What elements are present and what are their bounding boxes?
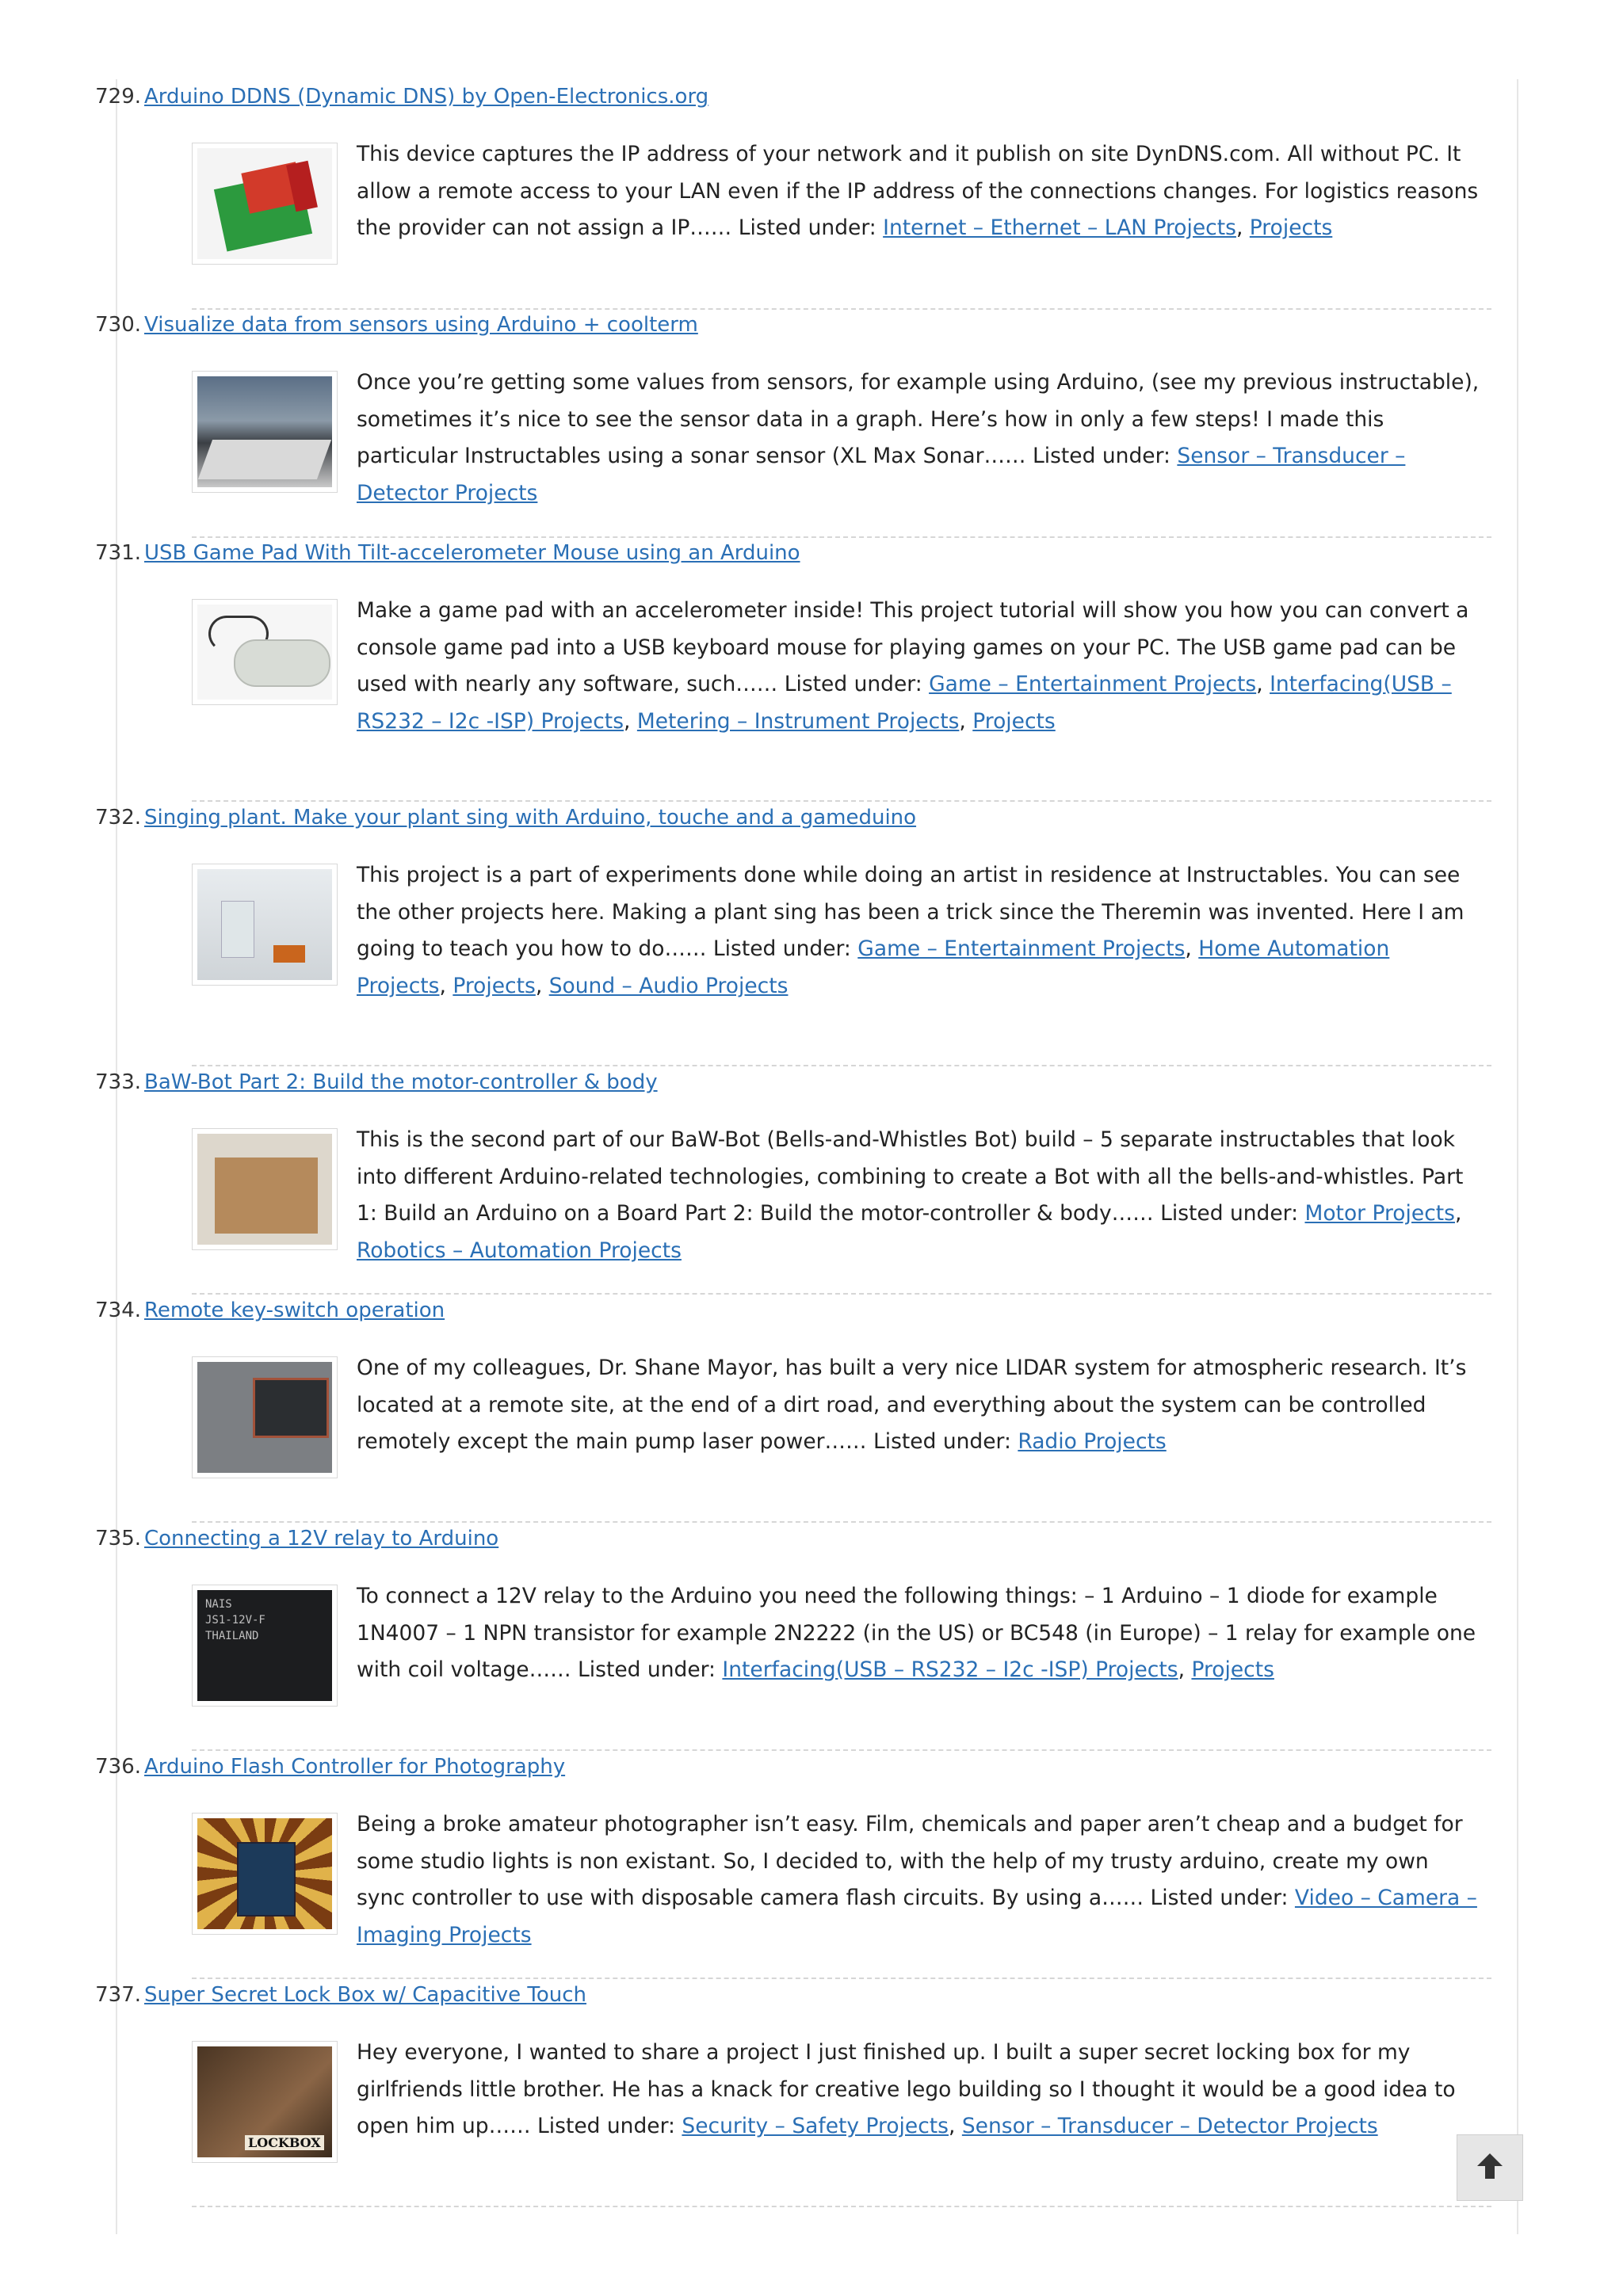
entry-description: One of my colleagues, Dr. Shane Mayor, has built a very nice LIDAR system for atmospheric research. It’s located at a remote site, at the end of a dirt road, and everything about the system can be controlled remotely except the main pump laser power…… Listed under: Radio Projects	[357, 1356, 1467, 1454]
entry-description: Make a game pad with an accelerometer inside! This project tutorial will show you how you can convert a console game pad into a USB keyboard mouse for playing games on your PC. The USB game pad can be used with nearly any software, such…… Listed under: Game – Entertainment Projects, Interfacing(USB – RS232 – I2c -ISP) Projects, Metering – Instrument Projects, Projects	[357, 598, 1469, 734]
category-link[interactable]: Motor Projects	[1304, 1201, 1455, 1226]
entry-number: 732.	[95, 806, 141, 830]
category-link[interactable]: Projects	[1249, 215, 1333, 240]
divider	[192, 2206, 1491, 2207]
divider	[192, 1749, 1491, 1751]
entry-title	[95, 1753, 566, 1781]
entry-description: Hey everyone, I wanted to share a project I just finished up. I built a super secret locking box for my girlfriends little brother. He has a knack for creative lego building so I thought it would be a good idea to open him up…… Listed under: Security – Safety Projects, Sensor – Transducer – Detector Projects	[357, 2040, 1456, 2138]
divider	[192, 1065, 1491, 1066]
entry-thumbnail[interactable]	[192, 143, 338, 265]
entry-thumbnail[interactable]	[192, 864, 338, 986]
category-link[interactable]: Internet – Ethernet – LAN Projects	[883, 215, 1236, 240]
category-link[interactable]: Projects	[972, 708, 1056, 734]
equipment-rack-image	[197, 1362, 332, 1473]
cardboard-box-image	[197, 1134, 332, 1245]
plant-vase-image	[197, 869, 332, 980]
entry-title-link[interactable]: Arduino Flash Controller for Photography	[144, 1755, 566, 1779]
entry-title	[95, 1981, 586, 2009]
category-link[interactable]: Projects	[453, 973, 536, 998]
entry-number: 734.	[95, 1299, 141, 1322]
entry-description: This project is a part of experiments done while doing an artist in residence at Instructables. You can see the other projects here. Making a plant sing has been a trick since the Theremin was invented. Here I am going to teach you how to do…… Listed under: Game – Entertainment Projects, Home Automation Projects, Projects, Sound – Audio Projects	[357, 863, 1465, 998]
category-link[interactable]: Radio Projects	[1018, 1429, 1167, 1454]
entry-thumbnail[interactable]	[192, 2041, 338, 2163]
category-link[interactable]: Metering – Instrument Projects	[636, 708, 960, 734]
category-link[interactable]: Video – Camera – Imaging Projects	[357, 1886, 1477, 1947]
entry-title-link[interactable]: Visualize data from sensors using Arduino + coolterm	[144, 313, 698, 337]
game-pad-image	[197, 605, 332, 700]
laptop-desk-image	[197, 376, 332, 487]
entry-title-link[interactable]: Singing plant. Make your plant sing with Arduino, touche and a gameduino	[144, 806, 917, 830]
entry-number: 736.	[95, 1755, 141, 1779]
category-link[interactable]: Robotics – Automation Projects	[357, 1238, 682, 1263]
category-link[interactable]: Interfacing(USB – RS232 – I2c -ISP) Projects	[357, 672, 1452, 734]
lockbox-label: LOCKBOX	[245, 2135, 324, 2150]
entry-number: 737.	[95, 1983, 141, 2007]
entry-title	[95, 539, 800, 567]
arrow-up-icon	[1474, 2150, 1506, 2185]
category-link[interactable]: Home Automation Projects	[357, 936, 1390, 998]
divider	[192, 1521, 1491, 1523]
category-link[interactable]: Security – Safety Projects	[682, 2114, 949, 2138]
entry-number: 731.	[95, 541, 141, 565]
entry-title	[95, 803, 917, 832]
category-link[interactable]: Interfacing(USB – RS232 – I2c -ISP) Projects	[722, 1657, 1178, 1682]
entry-thumbnail[interactable]	[192, 371, 338, 493]
entry-title-link[interactable]: BaW-Bot Part 2: Build the motor-controller & body	[144, 1070, 658, 1094]
entry-title-link[interactable]: Connecting a 12V relay to Arduino	[144, 1527, 499, 1550]
category-link[interactable]: Game – Entertainment Projects	[929, 672, 1257, 696]
divider	[192, 308, 1491, 310]
entry-number: 735.	[95, 1527, 141, 1550]
entry-title	[95, 1296, 445, 1325]
entry-thumbnail[interactable]	[192, 1356, 338, 1478]
divider	[192, 800, 1491, 802]
entry-description: To connect a 12V relay to the Arduino you need the following things: – 1 Arduino – 1 diode for example 1N4007 – 1 NPN transistor for example 2N2222 (in the US) or BC548 (in Europe) – 1 relay for example one with coil voltage…… Listed under: Interfacing(USB – RS232 – I2c -ISP) Projects, Projects	[357, 1584, 1476, 1682]
scroll-to-top-button[interactable]	[1457, 2134, 1523, 2201]
divider	[192, 1978, 1491, 1979]
relay-image	[197, 1590, 332, 1701]
divider	[192, 1293, 1491, 1295]
entry-title	[95, 1068, 658, 1097]
entry-title	[95, 82, 709, 111]
entry-number: 733.	[95, 1070, 141, 1094]
entry-description: Being a broke amateur photographer isn’t easy. Film, chemicals and paper aren’t cheap and a budget for some studio lights is non existant. So, I decided to, with the help of my trusty arduino, create my own sync controller to use with disposable camera flash circuits. By using a…… Listed under: Video – Camera – Imaging Projects	[357, 1812, 1477, 1947]
entry-title-link[interactable]: USB Game Pad With Tilt-accelerometer Mouse using an Arduino	[144, 541, 800, 565]
entry-description: This is the second part of our BaW-Bot (Bells-and-Whistles Bot) build – 5 separate instructables that look into different Arduino-related technologies, combining to create a Bot with all the bells-and-whistles. Part 1: Build an Arduino on a Board Part 2: Build the motor-controller & body…… Listed under: Motor Projects, Robotics – Automation Projects	[357, 1127, 1464, 1263]
entry-thumbnail[interactable]	[192, 599, 338, 705]
entry-title-link[interactable]: Remote key-switch operation	[144, 1299, 445, 1322]
entry-title	[95, 1524, 499, 1553]
entry-number: 729.	[95, 85, 141, 109]
entry-thumbnail[interactable]	[192, 1585, 338, 1707]
divider	[192, 536, 1491, 538]
entry-number: 730.	[95, 313, 141, 337]
entry-thumbnail[interactable]	[192, 1813, 338, 1935]
relay-label-text: NAIS JS1-12V-F THAILAND	[205, 1598, 265, 1642]
flash-controller-image	[197, 1818, 332, 1929]
category-link[interactable]: Game – Entertainment Projects	[857, 936, 1186, 961]
category-link[interactable]: Sensor – Transducer – Detector Projects	[961, 2114, 1378, 2138]
entry-description: This device captures the IP address of your network and it publish on site DynDNS.com. All without PC. It allow a remote access to your LAN even if the IP address of the connections changes. For logistics reasons the provider can not assign a IP…… Listed under: Internet – Ethernet – LAN Projects, Projects	[357, 142, 1479, 240]
category-link[interactable]: Sensor – Transducer – Detector Projects	[357, 444, 1406, 505]
entry-description: Once you’re getting some values from sensors, for example using Arduino, (see my previous instructable), sometimes it’s nice to see the sensor data in a graph. Here’s how in only a few steps! I made this particular Instructables using a sonar sensor (XL Max Sonar…… Listed under: Sensor – Transducer – Detector Projects	[357, 370, 1480, 505]
category-link[interactable]: Projects	[1191, 1657, 1274, 1682]
entry-title	[95, 311, 698, 339]
entry-title-link[interactable]: Arduino DDNS (Dynamic DNS) by Open-Electronics.org	[144, 85, 709, 109]
entry-title-link[interactable]: Super Secret Lock Box w/ Capacitive Touch	[144, 1983, 586, 2007]
entry-thumbnail[interactable]	[192, 1128, 338, 1250]
lock-box-image	[197, 2046, 332, 2157]
category-link[interactable]: Sound – Audio Projects	[548, 973, 789, 998]
circuit-board-image	[197, 148, 332, 259]
